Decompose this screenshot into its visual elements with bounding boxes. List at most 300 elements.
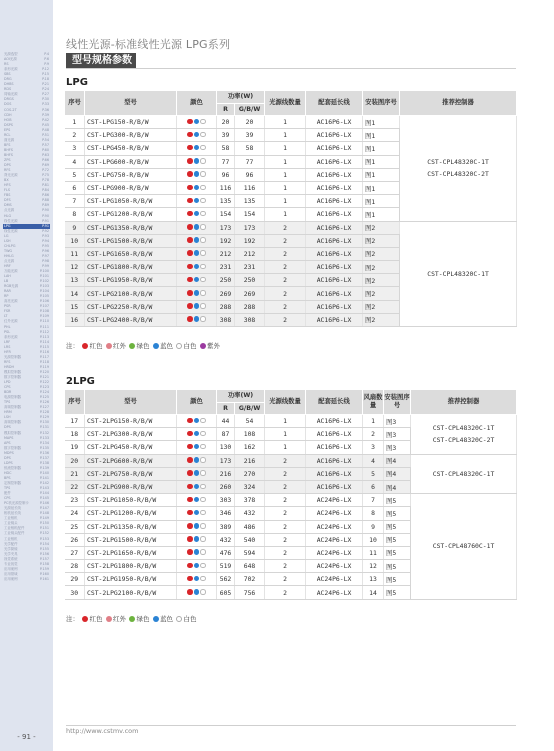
blue-led-icon xyxy=(194,171,200,177)
row-fan-count: 10 xyxy=(363,533,384,546)
color-cell xyxy=(177,480,217,493)
sidebar-item-page: P.123 xyxy=(39,385,49,390)
sidebar-item-label: RFS xyxy=(4,168,11,173)
row-seq: 25 xyxy=(65,520,85,533)
row-power-gbw: 486 xyxy=(235,520,265,533)
sidebar-item-label: PHL xyxy=(4,324,11,329)
sidebar-item-page: P.94 xyxy=(42,238,49,243)
row-ext-cable: AC16P6-LX xyxy=(306,116,363,129)
row-cable-count: 2 xyxy=(265,221,306,234)
row-power-gbw: 212 xyxy=(235,247,265,260)
blue-led-icon xyxy=(194,457,200,463)
legend-color-dot-icon xyxy=(200,343,206,349)
sidebar-item-page: P.93 xyxy=(42,233,49,238)
2lpg-color-legend xyxy=(66,614,197,623)
row-fan-count: 6 xyxy=(363,480,384,493)
row-cable-count: 1 xyxy=(265,195,306,208)
row-power-r: 605 xyxy=(217,586,235,599)
red-led-icon xyxy=(187,470,193,476)
color-cell xyxy=(177,428,217,441)
sidebar-item-page: P.57 xyxy=(42,142,49,147)
sidebar-item-page: P.134 xyxy=(39,440,49,445)
row-diagram: 图1 xyxy=(363,208,400,221)
row-diagram: 图1 xyxy=(363,181,400,194)
white-led-icon xyxy=(200,576,206,582)
footer-divider xyxy=(66,725,516,726)
row-power-r: 519 xyxy=(217,560,235,573)
row-cable-count: 2 xyxy=(265,586,306,599)
row-fan-count: 8 xyxy=(363,507,384,520)
row-power-gbw: 108 xyxy=(235,428,265,441)
sidebar-item-label: LG xyxy=(4,233,9,238)
sidebar-item-label: TPS xyxy=(4,486,11,491)
blue-led-icon xyxy=(194,431,200,437)
sidebar-item-page: P.142 xyxy=(39,480,49,485)
color-dots xyxy=(187,431,206,437)
row-seq: 24 xyxy=(65,507,85,520)
row-power-r: 432 xyxy=(217,533,235,546)
sidebar-item-label: MAPS xyxy=(4,435,14,440)
sidebar-item-page: P.124 xyxy=(39,390,49,395)
red-led-icon xyxy=(187,171,193,177)
row-ext-cable: AC16P6-LX xyxy=(306,142,363,155)
sidebar-item-label: 应用案例 xyxy=(4,566,18,571)
row-cable-count: 2 xyxy=(265,480,306,493)
row-model: CST-LPG2250-R/B/W xyxy=(85,300,177,313)
sidebar-item-label: 条形光源 xyxy=(4,67,18,72)
white-led-icon xyxy=(200,523,206,529)
sidebar-item-label: DPS xyxy=(4,455,11,460)
row-ext-cable: AC16P6-LX xyxy=(306,480,363,493)
sidebar-item-label: RS xyxy=(4,62,9,67)
row-seq: 4 xyxy=(65,155,85,168)
sidebar-item-page: P.146 xyxy=(39,501,49,506)
sidebar-item-label: APS xyxy=(4,440,11,445)
row-power-gbw: 540 xyxy=(235,533,265,546)
row-model: CST-2LPG1500-R/B/W xyxy=(85,533,177,546)
legend-prefix: 注： xyxy=(66,615,79,623)
col-controller: 推荐控制器 xyxy=(400,91,517,116)
row-diagram: 图1 xyxy=(363,116,400,129)
row-power-r: 212 xyxy=(217,247,235,260)
row-fan-count: 1 xyxy=(363,415,384,428)
row-cable-count: 1 xyxy=(265,428,306,441)
sidebar-item-page: P.108 xyxy=(39,309,49,314)
white-led-icon xyxy=(200,145,206,151)
col-ext-cable: 配套延长线 xyxy=(306,390,363,415)
sidebar-item-page: P.89 xyxy=(42,203,49,208)
row-power-gbw: 648 xyxy=(235,560,265,573)
legend-label: 红外 xyxy=(113,615,126,623)
red-led-icon xyxy=(187,145,193,151)
sidebar-item-page: P.105 xyxy=(39,294,49,299)
sidebar-item-page: P.99 xyxy=(42,263,49,268)
sidebar-item-page: P.155 xyxy=(39,546,49,551)
col-model: 型号 xyxy=(85,390,177,415)
row-diagram: 图5 xyxy=(384,507,411,520)
row-diagram: 图4 xyxy=(384,480,411,493)
blue-led-icon xyxy=(194,277,200,283)
row-cable-count: 2 xyxy=(265,287,306,300)
legend-item xyxy=(176,614,197,623)
table-row xyxy=(65,116,517,129)
blue-led-icon xyxy=(194,211,200,217)
red-led-icon xyxy=(187,264,193,270)
legend-item xyxy=(106,614,127,623)
row-seq: 21 xyxy=(65,467,85,480)
row-power-gbw: 192 xyxy=(235,234,265,247)
color-dots xyxy=(187,264,206,270)
sidebar-item-label: RP xyxy=(4,294,9,299)
red-led-icon xyxy=(187,198,193,204)
row-seq: 12 xyxy=(65,261,85,274)
sidebar-item-label: LAH xyxy=(4,274,11,279)
color-dots xyxy=(187,510,206,516)
sidebar-item-label: AOI光源 xyxy=(4,57,17,62)
row-model: CST-LPG1650-R/B/W xyxy=(85,247,177,260)
white-led-icon xyxy=(200,211,206,217)
legend-prefix: 注： xyxy=(66,342,79,350)
row-seq: 10 xyxy=(65,234,85,247)
sidebar-item-page: P.101 xyxy=(39,274,49,279)
sidebar-item-page: P.157 xyxy=(39,556,49,561)
sidebar-item-label: PSR xyxy=(4,304,11,309)
row-fan-count: 9 xyxy=(363,520,384,533)
blue-led-icon xyxy=(194,523,200,529)
white-led-icon xyxy=(200,589,206,595)
red-led-icon xyxy=(187,523,193,529)
white-led-icon xyxy=(200,158,206,164)
sidebar-item-page: P.36 xyxy=(42,107,49,112)
legend-item xyxy=(129,614,150,623)
sidebar-item-page: P.144 xyxy=(39,491,49,496)
sidebar-item-page: P.140 xyxy=(39,470,49,475)
row-model: CST-LPG600-R/B/W xyxy=(85,155,177,168)
row-ext-cable: AC16P6-LX xyxy=(306,415,363,428)
row-seq: 11 xyxy=(65,247,85,260)
sidebar-item-label: 工业相机 xyxy=(4,516,18,521)
white-led-icon xyxy=(200,316,206,322)
row-seq: 27 xyxy=(65,546,85,559)
color-cell xyxy=(177,221,217,234)
row-ext-cable: AC16P6-LX xyxy=(306,274,363,287)
col-power-gbw: G/B/W xyxy=(235,104,265,116)
white-led-icon xyxy=(200,536,206,542)
row-seq: 16 xyxy=(65,313,85,326)
row-model: CST-2LPG1950-R/B/W xyxy=(85,573,177,586)
sidebar-item-page: P.159 xyxy=(39,566,49,571)
sidebar-item-label: 模拟控制器 xyxy=(4,369,21,374)
sidebar-item-page: P.63 xyxy=(42,152,49,157)
sidebar-item[interactable] xyxy=(3,577,50,582)
sidebar-item-label: 光源控制器 xyxy=(4,354,21,359)
row-power-gbw: 324 xyxy=(235,480,265,493)
sidebar-item-page: P.90 xyxy=(42,208,49,213)
row-ext-cable: AC24P6-LX xyxy=(306,533,363,546)
sidebar-item-label: CPS xyxy=(4,385,11,390)
red-led-icon xyxy=(187,444,193,450)
sidebar-item-page: P.4 xyxy=(44,52,49,56)
color-dots xyxy=(187,185,206,191)
row-model: CST-2LPG900-R/B/W xyxy=(85,480,177,493)
sidebar-item-label: BHFS xyxy=(4,147,13,152)
row-power-r: 173 xyxy=(217,221,235,234)
color-cell xyxy=(177,234,217,247)
sidebar-item-page: P.97 xyxy=(42,253,49,258)
red-led-icon xyxy=(187,510,193,516)
sidebar-item-page: P.95 xyxy=(42,243,49,248)
sidebar-item-label: FSR xyxy=(4,309,11,314)
row-seq: 17 xyxy=(65,415,85,428)
white-led-icon xyxy=(200,185,206,191)
row-fan-count: 4 xyxy=(363,454,384,467)
col-power-gbw: G/B/W xyxy=(235,403,265,415)
color-cell xyxy=(177,454,217,467)
sidebar-item-page: P.109 xyxy=(39,314,49,319)
row-seq: 14 xyxy=(65,287,85,300)
legend-item xyxy=(129,341,150,350)
red-led-icon xyxy=(187,418,193,424)
row-model: CST-LPG2100-R/B/W xyxy=(85,287,177,300)
footer-url[interactable]: http://www.cstmv.com xyxy=(66,727,139,735)
sidebar-item-page: P.152 xyxy=(39,531,49,536)
sidebar-item-page: P.104 xyxy=(39,289,49,294)
red-led-icon xyxy=(187,185,193,191)
row-power-gbw: 288 xyxy=(235,300,265,313)
sidebar-item-label: HHLG xyxy=(4,253,14,258)
row-seq: 7 xyxy=(65,195,85,208)
row-power-r: 216 xyxy=(217,467,235,480)
row-cable-count: 2 xyxy=(265,573,306,586)
row-cable-count: 2 xyxy=(265,247,306,260)
col-diagram: 安装图序号 xyxy=(384,390,411,415)
sidebar-item-label: TPS xyxy=(4,400,11,405)
row-ext-cable: AC16P6-LX xyxy=(306,467,363,480)
row-power-r: 96 xyxy=(217,168,235,181)
sidebar-item-page: P.132 xyxy=(39,430,49,435)
red-led-icon xyxy=(187,132,193,138)
white-led-icon xyxy=(200,444,206,450)
page-title: 线性光源-标准线性光源 LPG系列 xyxy=(66,38,231,51)
sidebar-item-page: P.96 xyxy=(42,248,49,253)
row-cable-count: 1 xyxy=(265,155,306,168)
sidebar-item-label: ZPS xyxy=(4,157,11,162)
blue-led-icon xyxy=(194,290,200,296)
sidebar-item-label: EPS xyxy=(4,127,11,132)
sidebar-item-label: HFR xyxy=(4,349,11,354)
color-cell xyxy=(177,507,217,520)
table-row xyxy=(65,415,517,428)
row-diagram: 图5 xyxy=(384,560,411,573)
legend-item xyxy=(176,341,197,350)
col-diagram: 安装图序号 xyxy=(363,91,400,116)
row-diagram: 图1 xyxy=(363,195,400,208)
row-ext-cable: AC16P6-LX xyxy=(306,261,363,274)
sidebar-item-label: DMS xyxy=(4,203,12,208)
row-model: CST-2LPG150-R/B/W xyxy=(85,415,177,428)
col-seq: 序号 xyxy=(65,390,85,415)
color-cell xyxy=(177,168,217,181)
row-diagram: 图1 xyxy=(363,142,400,155)
row-seq: 29 xyxy=(65,573,85,586)
sidebar-item-label: RAR xyxy=(4,289,11,294)
sidebar-item-label: LRF xyxy=(4,339,11,344)
blue-led-icon xyxy=(194,536,200,542)
white-led-icon xyxy=(200,418,206,424)
blue-led-icon xyxy=(194,510,200,516)
sidebar-item-label: 高频控制器 xyxy=(4,405,21,410)
sidebar-item-label: HRDH xyxy=(4,364,15,369)
sidebar-item-page: P.103 xyxy=(39,284,49,289)
row-model: CST-LPG150-R/B/W xyxy=(85,116,177,129)
row-ext-cable: AC16P6-LX xyxy=(306,168,363,181)
row-power-gbw: 378 xyxy=(235,494,265,507)
row-diagram: 图2 xyxy=(363,313,400,326)
legend-color-dot-icon xyxy=(129,616,135,622)
sidebar-item-page: P.112 xyxy=(39,329,49,334)
blue-led-icon xyxy=(194,132,200,138)
row-controller xyxy=(400,116,517,222)
row-cable-count: 1 xyxy=(265,142,306,155)
color-cell xyxy=(177,129,217,142)
row-seq: 20 xyxy=(65,454,85,467)
color-cell xyxy=(177,560,217,573)
sidebar-item-page: P.156 xyxy=(39,551,49,556)
sidebar-item-label: 相机延长线 xyxy=(4,511,21,516)
row-diagram: 图2 xyxy=(363,261,400,274)
sidebar-item-page: P.42 xyxy=(42,117,49,122)
sidebar-item-page: P.92 xyxy=(42,228,49,233)
row-fan-count: 12 xyxy=(363,560,384,573)
sidebar-item-label: 工业镜头配件 xyxy=(4,531,25,536)
sidebar-item-label: 工业相机 xyxy=(4,536,18,541)
color-dots xyxy=(187,277,206,283)
sidebar-item-label: HDC xyxy=(4,470,12,475)
sidebar-item-page: P.129 xyxy=(39,415,49,420)
row-power-r: 173 xyxy=(217,454,235,467)
row-diagram: 图2 xyxy=(363,247,400,260)
sidebar-item-label: LSH xyxy=(4,238,11,243)
lpg-table-title: LPG xyxy=(66,77,88,88)
row-diagram: 图5 xyxy=(384,586,411,599)
sidebar-item-page: P.81 xyxy=(42,183,49,188)
row-diagram: 图5 xyxy=(384,546,411,559)
row-diagram: 图5 xyxy=(384,494,411,507)
sidebar-item-label: 万能光源 xyxy=(4,269,18,274)
color-dots xyxy=(187,523,206,529)
sidebar-item-label: BDR xyxy=(4,390,12,395)
white-led-icon xyxy=(200,457,206,463)
blue-led-icon xyxy=(194,589,200,595)
sidebar-item-label: RGB光源 xyxy=(4,284,19,289)
row-cable-count: 2 xyxy=(265,467,306,480)
white-led-icon xyxy=(200,237,206,243)
blue-led-icon xyxy=(194,224,200,230)
color-dots xyxy=(187,316,206,322)
row-controller xyxy=(400,221,517,327)
row-power-gbw: 250 xyxy=(235,274,265,287)
2lpg-table-title: 2LPG xyxy=(66,376,95,387)
row-seq: 5 xyxy=(65,168,85,181)
row-controller xyxy=(411,415,517,455)
row-diagram: 图2 xyxy=(363,300,400,313)
sidebar-item-page: P.18 xyxy=(42,77,49,82)
sidebar-item-label: 应用领域 xyxy=(4,571,18,576)
color-dots xyxy=(187,224,206,230)
row-power-r: 58 xyxy=(217,142,235,155)
sidebar-item-label: DRGS xyxy=(4,97,14,102)
legend-label: 白色 xyxy=(183,615,197,623)
row-model: CST-2LPG1800-R/B/W xyxy=(85,560,177,573)
sidebar-item-page: P.15 xyxy=(42,72,49,77)
color-dots xyxy=(187,576,206,582)
blue-led-icon xyxy=(194,497,200,503)
color-dots xyxy=(187,470,206,476)
sidebar-item-label: 光源选型 xyxy=(4,52,18,56)
sidebar-item-page: P.45 xyxy=(42,122,49,127)
sidebar-item-label: 线性光源 xyxy=(4,228,18,233)
row-seq: 18 xyxy=(65,428,85,441)
sidebar-item-label: DPS xyxy=(4,163,11,168)
col-controller: 推荐控制器 xyxy=(411,390,517,415)
sidebar-item-page: P.125 xyxy=(39,395,49,400)
red-led-icon xyxy=(187,303,193,309)
sidebar-item-page: P.137 xyxy=(39,455,49,460)
sidebar-item-label: 光源延长线 xyxy=(4,506,21,511)
sidebar-item-label: DHBS xyxy=(4,82,14,87)
row-cable-count: 2 xyxy=(265,300,306,313)
row-power-gbw: 39 xyxy=(235,129,265,142)
sidebar-item-page: P.143 xyxy=(39,486,49,491)
table-row xyxy=(65,494,517,507)
row-ext-cable: AC24P6-LX xyxy=(306,546,363,559)
sidebar-item-page: P.21 xyxy=(42,82,49,87)
row-power-r: 288 xyxy=(217,300,235,313)
legend-color-dot-icon xyxy=(153,343,159,349)
row-model: CST-2LPG1350-R/B/W xyxy=(85,520,177,533)
legend-label: 蓝色 xyxy=(160,342,173,350)
row-diagram: 图1 xyxy=(363,155,400,168)
sidebar-item-label: LPG xyxy=(4,223,11,228)
sidebar-item-label: 同轴光源 xyxy=(4,92,18,97)
sidebar-item-label: 电源控制器 xyxy=(4,395,21,400)
row-model: CST-2LPG300-R/B/W xyxy=(85,428,177,441)
row-model: CST-LPG1950-R/B/W xyxy=(85,274,177,287)
row-ext-cable: AC16P6-LX xyxy=(306,287,363,300)
red-led-icon xyxy=(187,237,193,243)
sidebar-item-page: P.118 xyxy=(39,359,49,364)
sidebar-item-page: P.147 xyxy=(39,506,49,511)
col-model: 型号 xyxy=(85,91,177,116)
white-led-icon xyxy=(200,510,206,516)
color-cell xyxy=(177,520,217,533)
col-cable-count: 光源线数量 xyxy=(265,390,306,415)
row-fan-count: 11 xyxy=(363,546,384,559)
sidebar-item-label: 工业镜头 xyxy=(4,521,18,526)
sidebar-item-page: P.115 xyxy=(39,344,49,349)
white-led-icon xyxy=(200,132,206,138)
blue-led-icon xyxy=(194,563,200,569)
color-dots xyxy=(187,171,206,177)
white-led-icon xyxy=(200,224,206,230)
sidebar-item-page: P.145 xyxy=(39,496,49,501)
row-seq: 9 xyxy=(65,221,85,234)
sidebar-item-label: PSL xyxy=(4,329,11,334)
sidebar-item-page: P.111 xyxy=(39,324,49,329)
sidebar-item-page: P.150 xyxy=(39,521,49,526)
legend-label: 紫外 xyxy=(207,342,220,350)
color-dots xyxy=(187,290,206,296)
